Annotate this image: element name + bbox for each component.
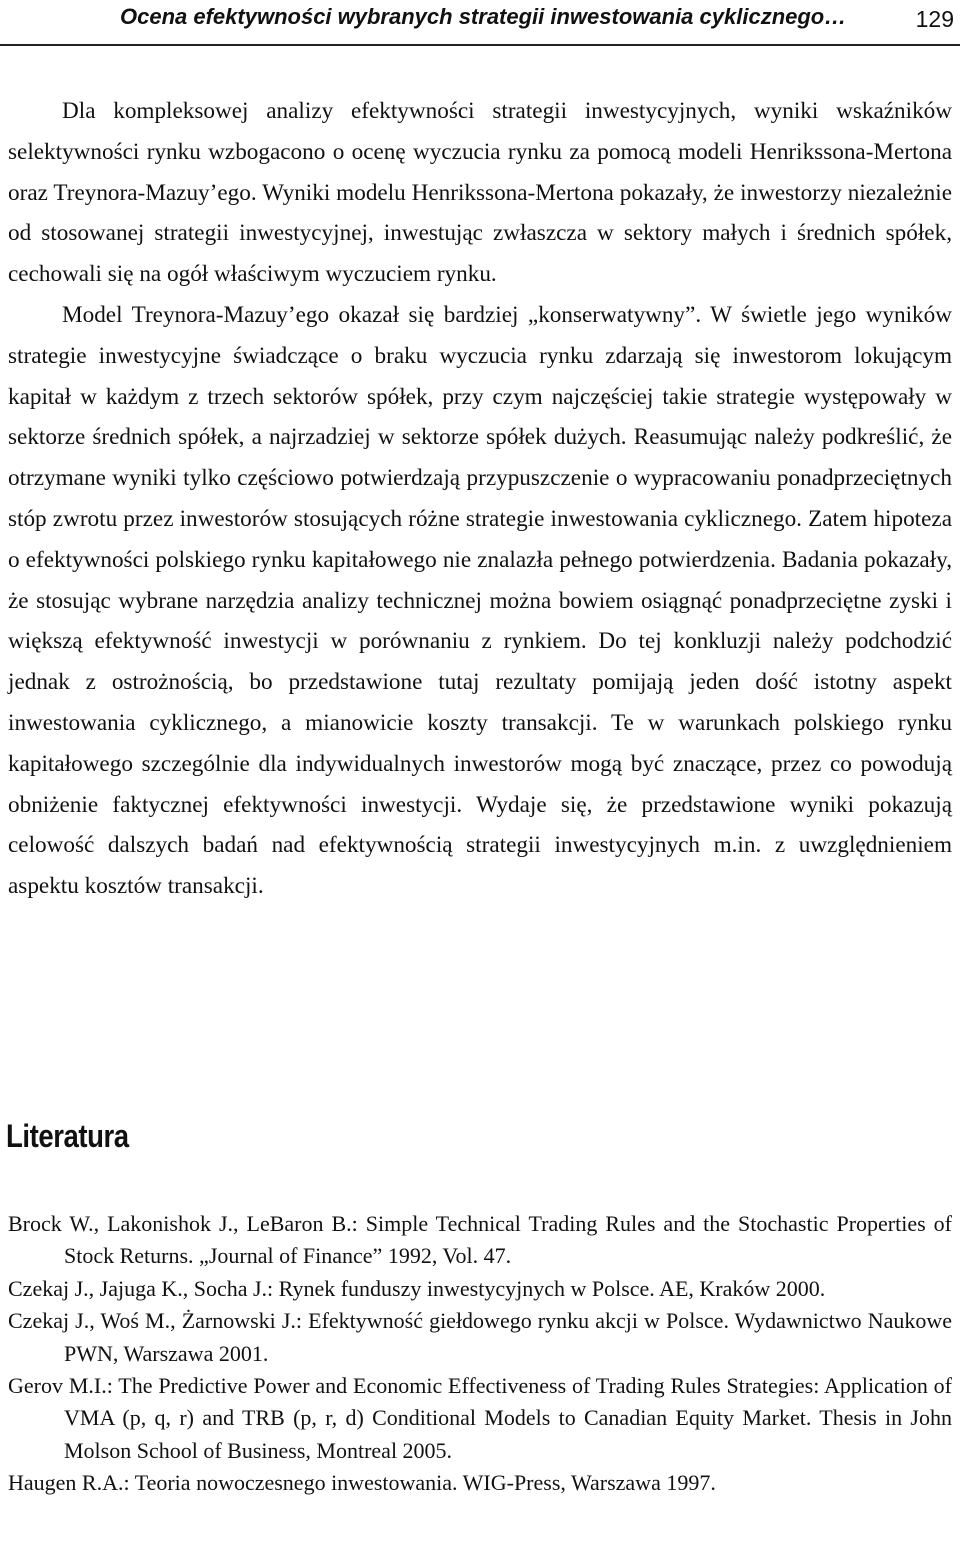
literature-heading: Literatura [6, 1118, 129, 1154]
reference-list [8, 1208, 952, 1500]
reference-item: Czekaj J., Jajuga K., Socha J.: Rynek funduszy inwestycyjnych w Polsce. AE, Kraków 2000. [8, 1275, 826, 1301]
running-header [0, 0, 960, 46]
reference-item: Haugen R.A.: Teoria nowoczesnego inwestowania. WIG-Press, Warszawa 1997. [8, 1470, 716, 1496]
body-text [8, 91, 952, 907]
paragraph: Model Treynora-Mazuy’ego okazał się bardziej „konserwatywny”. W świetle jego wyników strategie inwestycyjne świadczące o braku wyczucia rynku zdarzają się inwestorom lokującym kapitał w każdym z trzech sektorów spółek, przy czym najczęściej takie strategie występowały w sektorze średnich spółek, a najrzadziej w sektorze spółek dużych. Reasumując należy podkreślić, że otrzymane wyniki tylko częściowo potwierdzają przypuszczenie o wypracowaniu ponadprzeciętnych stóp zwrotu przez inwestorów stosujących różne strategie inwestowania cyklicznego. Zatem hipoteza o efektywności polskiego rynku kapitałowego nie znalazła pełnego potwierdzenia. Badania pokazały, że stosując wybrane narzędzia analizy technicznej można bowiem osiągnąć ponadprzeciętne zyski i większą efektywność inwestycji w porównaniu z rynkiem. Do tej konkluzji należy podchodzić jednak z ostrożnością, bo przedstawione tutaj rezultaty pomijają jeden dość istotny aspekt inwestowania cyklicznego, a mianowicie koszty transakcji. Te w warunkach polskiego rynku kapitałowego szczególnie dla indywidualnych inwestorów mogą być znaczące, przez co powodują obniżenie faktycznej efektywności inwestycji. Wydaje się, że przedstawione wyniki pokazują celowość dalszych badań nad efektywnością strategii inwestycyjnych m.in. z uwzględnieniem aspektu kosztów transakcji. [8, 301, 952, 900]
page-number: 129 [915, 6, 954, 32]
running-title: Ocena efektywności wybranych strategii inwestowania cyklicznego… [120, 4, 847, 29]
reference-item: Gerov M.I.: The Predictive Power and Economic Effectiveness of Trading Rules Strategies: Application of VMA (p, q, r) and TRB (p, r, d) Conditional Models to Canadian Equity Market. Thesis in John Molson School of Business, Montreal 2005. [8, 1373, 952, 1463]
reference-item: Brock W., Lakonishok J., LeBaron B.: Simple Technical Trading Rules and the Stochastic Properties of Stock Returns. „Journal of Finance” 1992, Vol. 47. [8, 1211, 952, 1269]
paragraph: Dla kompleksowej analizy efektywności strategii inwestycyjnych, wyniki wskaźników selektywności rynku wzbogacono o ocenę wyczucia rynku za pomocą modeli Henrikssona-Mertona oraz Treynora-Mazuy’ego. Wyniki modelu Henrikssona-Mertona pokazały, że inwestorzy niezależnie od stosowanej strategii inwestycyjnej, inwestując zwłaszcza w sektory małych i średnich spółek, cechowali się na ogół właściwym wyczuciem rynku. [8, 98, 952, 288]
reference-item: Czekaj J., Woś M., Żarnowski J.: Efektywność giełdowego rynku akcji w Polsce. Wydawnictwo Naukowe PWN, Warszawa 2001. [8, 1308, 952, 1366]
